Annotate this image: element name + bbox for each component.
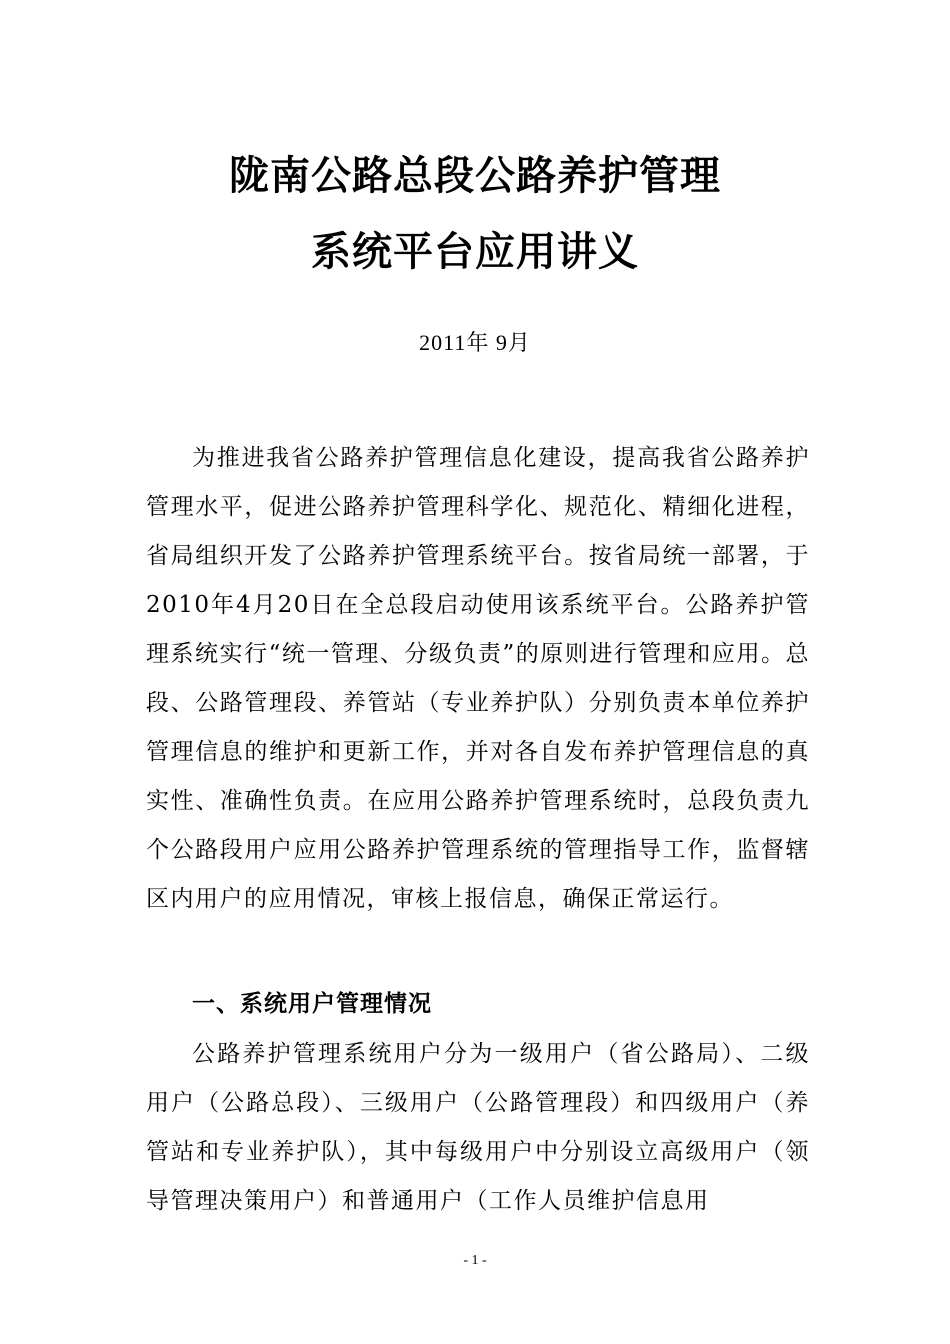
document-title-line-1: 陇南公路总段公路养护管理: [229, 153, 721, 199]
section-heading-1: 一、系统用户管理情况: [192, 991, 432, 1017]
document-title-line-2: 系统平台应用讲义: [311, 229, 639, 275]
body-paragraph-1: 为推进我省公路养护管理信息化建设，提高我省公路养护管理水平，促进公路养护管理科学化、规范化、精细化进程，省局组织开发了公路养护管理系统平台。按省局统一部署，于2010年4月20日在全总段启动使用该系统平台。公路养护管理系统实行“统一管理、分级负责”的原则进行管理和应用。总段、公路管理段、养管站（专业养护队）分别负责本单位养护管理信息的维护和更新工作，并对各自发布养护管理信息的真实性、准确性负责。在应用公路养护管理系统时，总段负责九个公路段用户应用公路养护管理系统的管理指导工作，监督辖区内用户的应用情况，审核上报信息，确保正常运行。: [146, 445, 810, 912]
page-number: - 1 -: [463, 1253, 487, 1268]
document-date: 2011年 9月: [419, 330, 531, 355]
body-paragraph-2: 公路养护管理系统用户分为一级用户（省公路局）、二级用户（公路总段）、三级用户（公路管理段）和四级用户（养管站和专业养护队），其中每级用户中分别设立高级用户（领导管理决策用户）和普通用户（工作人员维护信息用: [146, 1041, 810, 1214]
